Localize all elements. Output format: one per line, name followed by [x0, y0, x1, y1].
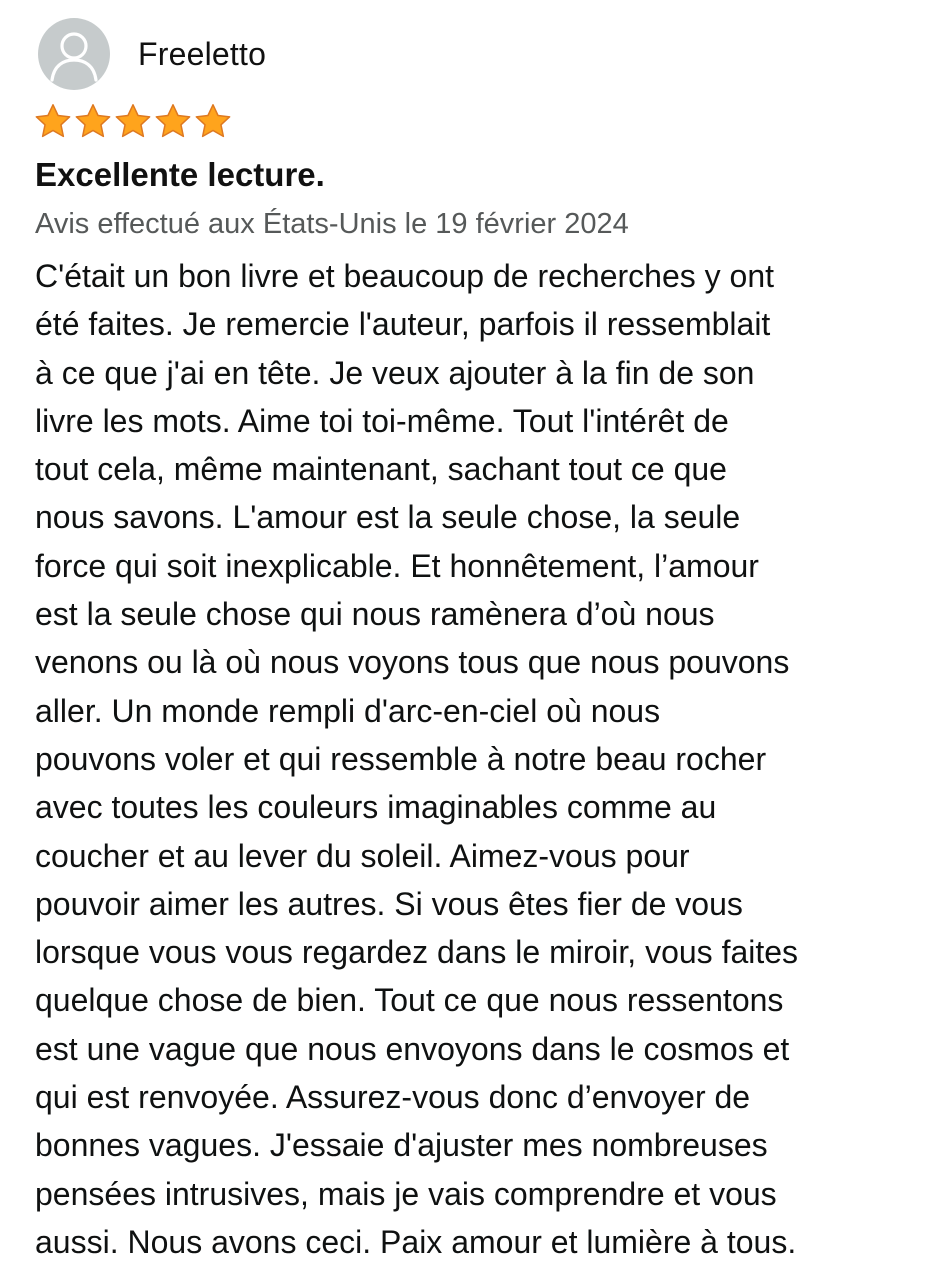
review-text-line: quelque chose de bien. Tout ce que nous ressentons: [35, 982, 784, 1019]
star-icon: [34, 102, 72, 140]
reviewer-name[interactable]: Freeletto: [138, 35, 267, 72]
review-text-line: avec toutes les couleurs imaginables comme au: [35, 789, 717, 826]
user-silhouette-icon: [38, 18, 110, 90]
review-text-line: tout cela, même maintenant, sachant tout ce que: [35, 451, 727, 488]
star-icon: [114, 102, 152, 140]
review-text-line: venons ou là où nous voyons tous que nous pouvons: [35, 644, 790, 681]
star-icon: [194, 102, 232, 140]
review-text-line: aussi. Nous avons ceci. Paix amour et lumière à tous.: [35, 1223, 797, 1260]
review-text-line: qui est renvoyée. Assurez-vous donc d’envoyer de: [35, 1079, 751, 1116]
review-text-line: pouvoir aimer les autres. Si vous êtes fier de vous: [35, 885, 743, 922]
avatar[interactable]: [38, 18, 110, 90]
review-text-line: nous savons. L'amour est la seule chose, la seule: [35, 499, 741, 536]
review-text-line: été faites. Je remercie l'auteur, parfois il ressemblait: [35, 306, 771, 343]
review-text-line: lorsque vous vous regardez dans le miroir, vous faites: [35, 934, 799, 971]
star-icon: [74, 102, 112, 140]
review-text-line: force qui soit inexplicable. Et honnêtement, l’amour: [35, 547, 759, 584]
review-body: [35, 252, 915, 1266]
review-text-line: bonnes vagues. J'essaie d'ajuster mes nombreuses: [35, 1127, 768, 1164]
review-text-line: pensées intrusives, mais je vais comprendre et vous: [35, 1175, 777, 1212]
review-meta: Avis effectué aux États-Unis le 19 février 2024: [35, 208, 629, 240]
review-text-line: pouvons voler et qui ressemble à notre beau rocher: [35, 740, 767, 777]
review-text-line: C'était un bon livre et beaucoup de recherches y ont: [35, 258, 775, 294]
review-text-line: à ce que j'ai en tête. Je veux ajouter à la fin de son: [35, 354, 755, 391]
review-text-line: est une vague que nous envoyons dans le cosmos et: [35, 1030, 790, 1067]
review-text-line: livre les mots. Aime toi toi-même. Tout l'intérêt de: [35, 402, 729, 439]
review-text-line: aller. Un monde rempli d'arc-en-ciel où nous: [35, 692, 661, 729]
review-text-line: est la seule chose qui nous ramènera d’où nous: [35, 596, 715, 633]
star-icon: [154, 102, 192, 140]
review-text-line: coucher et au lever du soleil. Aimez-vous pour: [35, 837, 690, 874]
review-title: Excellente lecture.: [35, 156, 325, 193]
star-rating: [34, 102, 232, 140]
reviewer-profile[interactable]: [38, 18, 266, 90]
